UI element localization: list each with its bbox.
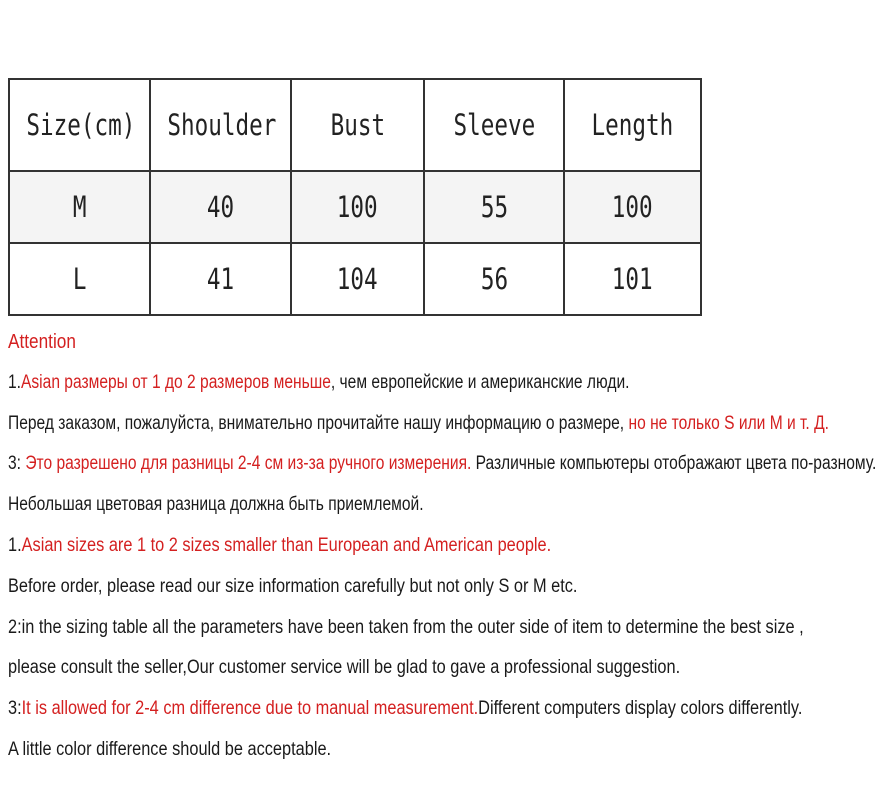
- table-row: [9, 171, 701, 243]
- note-ru-line-3: [8, 444, 876, 485]
- note-text: 3:: [8, 453, 26, 475]
- note-highlight: но не только S или M и т. Д.: [628, 412, 829, 434]
- note-text: , чем европейские и американские люди.: [330, 371, 630, 393]
- size-notes: [8, 322, 876, 771]
- header-cell-sleeve: Sleeve: [424, 79, 564, 171]
- note-en-line-6: A little color difference should be acceptable.: [8, 738, 332, 760]
- header-cell-shoulder: Shoulder: [150, 79, 291, 171]
- note-highlight: It is allowed for 2-4 cm difference due to manual measurement.: [21, 698, 479, 720]
- note-en-line-2: Before order, please read our size information carefully but not only S or M etc.: [8, 575, 578, 597]
- note-ru-line-4: Небольшая цветовая разница должна быть приемлемой.: [8, 494, 424, 516]
- note-text: Different computers display colors differently.: [478, 698, 803, 720]
- size-chart-table: [8, 78, 702, 316]
- header-cell-length: Length: [564, 79, 701, 171]
- table-cell: 104: [291, 243, 424, 315]
- note-ru-line-1: [8, 363, 656, 404]
- header-cell-size: Size(cm): [9, 79, 150, 171]
- note-highlight: Это разрешено для разницы 2-4 см из-за ручного измерения.: [25, 453, 472, 475]
- header-cell-bust: Bust: [291, 79, 424, 171]
- table-cell: 56: [424, 243, 564, 315]
- table-row: [9, 243, 701, 315]
- table-cell: 100: [291, 171, 424, 243]
- note-text: 1.: [8, 371, 22, 393]
- note-text: 1.: [8, 534, 22, 556]
- table-cell: 55: [424, 171, 564, 243]
- table-cell: M: [9, 171, 150, 243]
- note-en-line-5: [8, 689, 803, 730]
- attention-heading: Attention: [8, 331, 76, 353]
- note-ru-line-2: [8, 404, 829, 445]
- note-highlight: Asian sizes are 1 to 2 sizes smaller than European and American people.: [21, 534, 552, 556]
- table-header-row: [9, 79, 701, 171]
- table-cell: 101: [564, 243, 701, 315]
- note-en-line-4: please consult the seller,Our customer service will be glad to gave a professional suggestion.: [8, 657, 681, 679]
- note-text: Различные компьютеры отображают цвета по-разному.: [471, 453, 876, 475]
- table-cell: 100: [564, 171, 701, 243]
- note-text: Перед заказом, пожалуйста, внимательно прочитайте нашу информацию о размере,: [8, 412, 629, 434]
- note-text: 3:: [8, 698, 22, 720]
- note-highlight: Asian размеры от 1 до 2 размеров меньше: [21, 371, 331, 393]
- table-cell: 41: [150, 243, 291, 315]
- table-cell: L: [9, 243, 150, 315]
- note-en-line-1: [8, 526, 687, 567]
- note-en-line-3: 2:in the sizing table all the parameters have been taken from the outer side of item to determine the best size ,: [8, 616, 804, 638]
- table-cell: 40: [150, 171, 291, 243]
